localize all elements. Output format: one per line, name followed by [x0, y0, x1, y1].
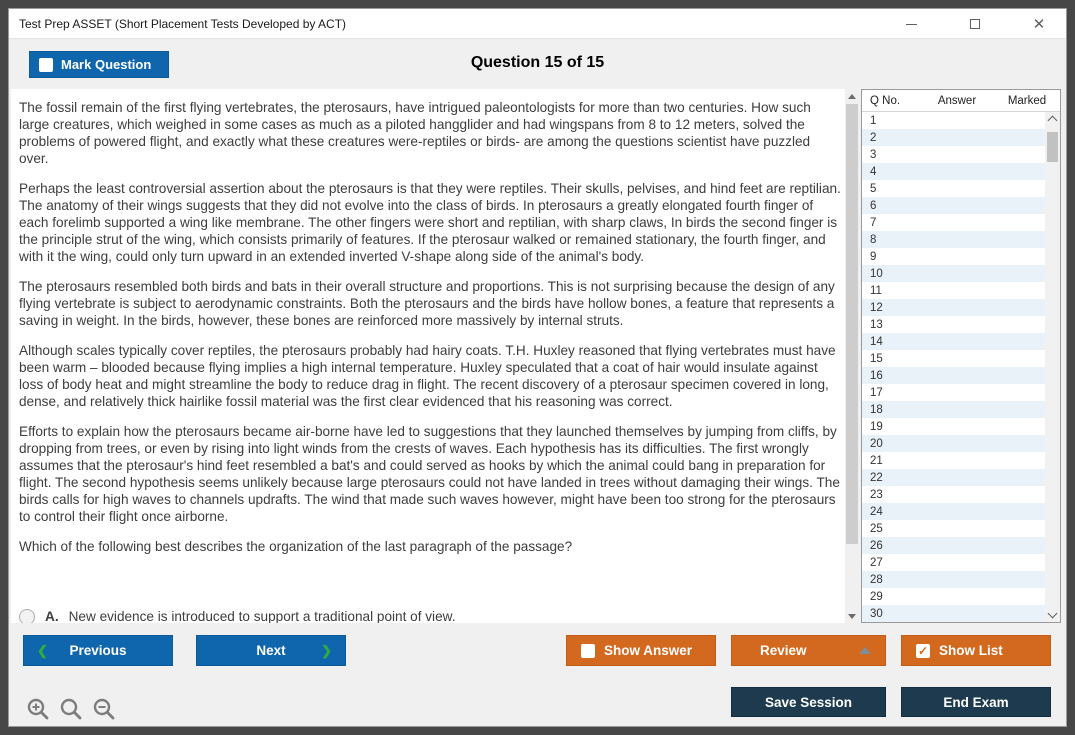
question-list-cell: 23: [870, 488, 883, 501]
bottom-bar: [9, 623, 1066, 727]
question-list-cell: 8: [870, 233, 877, 246]
end-exam-button[interactable]: [901, 687, 1051, 717]
question-list-cell: 9: [870, 250, 877, 263]
show-answer-button[interactable]: [566, 635, 716, 666]
question-list-cell: 19: [870, 420, 883, 433]
question-list-row[interactable]: [862, 469, 1045, 486]
question-list-row[interactable]: [862, 605, 1045, 622]
question-list-row[interactable]: [862, 367, 1045, 384]
mark-question-label: Mark Question: [61, 57, 152, 72]
passage-paragraph: Although scales typically cover reptiles, the pterosaurs probably had hairy coats. T.H. Huxley reasoned that flying vertebrates must have been warm – blooded because flying implies a high internal temperature. Huxley speculated that a coat of hair would insulate against loss of body heat and might streamline the body to reduce drag in flight. The recent discovery of a pterosaur specimen covered in long, dense, and relatively thick hairlike fossil material was the first clear evidenced that his reasoning was correct.: [19, 343, 836, 409]
column-answer: Answer: [937, 94, 977, 107]
question-list-row[interactable]: [862, 554, 1045, 571]
triangle-up-icon: [848, 94, 856, 99]
show-list-label: Show List: [939, 643, 1003, 658]
question-list-scrollbar[interactable]: [1045, 112, 1060, 622]
chevron-up-icon: [1048, 116, 1058, 126]
question-list-cell: 5: [870, 182, 877, 195]
question-list-body-wrap: [862, 112, 1060, 622]
review-label: Review: [760, 643, 807, 658]
question-list-row[interactable]: [862, 350, 1045, 367]
next-button[interactable]: [196, 635, 346, 666]
question-list-row[interactable]: [862, 401, 1045, 418]
window-title: Test Prep ASSET (Short Placement Tests Developed by ACT): [19, 16, 347, 31]
question-list-cell: 2: [870, 131, 877, 144]
question-list-row[interactable]: [862, 248, 1045, 265]
scroll-up-arrow[interactable]: [845, 89, 859, 103]
close-button[interactable]: [1022, 12, 1056, 36]
question-list-row[interactable]: [862, 333, 1045, 350]
question-list-row[interactable]: [862, 571, 1045, 588]
zoom-reset-icon[interactable]: [59, 697, 83, 721]
question-list-row[interactable]: [862, 180, 1045, 197]
option-a-radio[interactable]: [19, 609, 35, 624]
question-list-row[interactable]: [862, 282, 1045, 299]
window-controls: [894, 9, 1056, 39]
option-a-text: New evidence is introduced to support a traditional point of view.: [68, 609, 456, 623]
app-window: [8, 8, 1067, 727]
previous-button[interactable]: [23, 635, 173, 666]
chevron-right-icon: ❯: [321, 642, 332, 658]
previous-label: Previous: [69, 643, 127, 658]
question-list-row[interactable]: [862, 435, 1045, 452]
save-session-label: Save Session: [764, 694, 853, 710]
question-list-row[interactable]: [862, 265, 1045, 282]
maximize-button[interactable]: [958, 12, 992, 36]
question-list-cell: 17: [870, 386, 883, 399]
question-list-cell: 12: [870, 301, 883, 314]
question-list-cell: 29: [870, 590, 883, 603]
question-list-row[interactable]: [862, 316, 1045, 333]
question-list-body: [862, 112, 1045, 622]
question-list-cell: 21: [870, 454, 883, 467]
question-list-row[interactable]: [862, 112, 1045, 129]
question-list-row[interactable]: [862, 537, 1045, 554]
close-icon: ✕: [1032, 15, 1046, 33]
next-label: Next: [256, 643, 286, 658]
question-list-cell: 7: [870, 216, 877, 229]
question-list-row[interactable]: [862, 299, 1045, 316]
chevron-left-icon: ❮: [37, 642, 48, 658]
content-area: [9, 89, 1066, 623]
question-list-row[interactable]: [862, 163, 1045, 180]
question-list-panel: [861, 89, 1061, 623]
question-list-cell: 28: [870, 573, 883, 586]
show-answer-checkbox[interactable]: [581, 644, 595, 658]
question-list-row[interactable]: [862, 214, 1045, 231]
zoom-controls: [26, 697, 116, 721]
answer-option-a: [19, 608, 455, 623]
column-marked: Marked: [1007, 94, 1047, 107]
end-exam-label: End Exam: [943, 694, 1009, 710]
question-list-row[interactable]: [862, 418, 1045, 435]
column-q-no: Q No.: [870, 94, 901, 107]
question-list-cell: 15: [870, 352, 883, 365]
question-list-cell: 10: [870, 267, 883, 280]
show-answer-label: Show Answer: [604, 643, 693, 658]
passage-paragraph: The pterosaurs resembled both birds and bats in their overall structure and proportions. This is not surprising because the design of any flying vertebrate is subject to aerodynamic constraints. Both the pterosaurs and the birds have hollow bones, a feature that represents a saving in weight. In the birds, however, these bones are reinforced more massively by internal struts.: [19, 279, 835, 328]
question-text: Which of the following best describes the organization of the last paragraph of the passage?: [19, 539, 573, 554]
question-list-cell: 4: [870, 165, 877, 178]
maximize-icon: [970, 19, 980, 29]
question-list-cell: 30: [870, 607, 883, 620]
question-list-cell: 6: [870, 199, 877, 212]
question-list-cell: 1: [870, 114, 877, 127]
question-list-header: [862, 90, 1060, 112]
question-list-cell: 14: [870, 335, 883, 348]
chevron-down-icon: [1048, 609, 1058, 619]
minimize-icon: [906, 24, 917, 25]
passage-paragraph: Efforts to explain how the pterosaurs became air-borne have led to suggestions that they launched themselves by jumping from cliffs, by dropping from trees, or even by rising into light winds from the crests of waves. Each hypothesis has its difficulties. The first wrongly assumes that the pterosaur's hind feet resembled a bat's and could served as hooks by which the animal could bang in preparation for flight. The second hypothesis seems unlikely because large pterosaurs could not have landed in trees without damaging their wings. The birds calls for high waves to channels updrafts. The wind that made such waves however, might have been too strong for the pterosaurs to control their flight once airborne.: [19, 424, 840, 524]
question-list-row[interactable]: [862, 452, 1045, 469]
option-a-letter: A.: [45, 609, 59, 623]
question-list-cell: 3: [870, 148, 877, 161]
titlebar: [9, 9, 1066, 39]
passage-area: [11, 89, 845, 623]
scroll-down-arrow[interactable]: [845, 609, 859, 623]
question-list-row[interactable]: [862, 588, 1045, 605]
question-list-row[interactable]: [862, 384, 1045, 401]
zoom-in-icon[interactable]: [26, 697, 50, 721]
question-list-cell: 26: [870, 539, 883, 552]
question-list-row[interactable]: [862, 129, 1045, 146]
save-session-button[interactable]: [731, 687, 886, 717]
question-list-cell: 20: [870, 437, 883, 450]
minimize-button[interactable]: [894, 12, 928, 36]
triangle-down-icon: [848, 614, 856, 619]
list-scroll-up-arrow[interactable]: [1045, 114, 1060, 124]
question-list-scrollbar-thumb[interactable]: [1047, 132, 1058, 162]
question-list-row[interactable]: [862, 197, 1045, 214]
question-list-cell: 25: [870, 522, 883, 535]
passage-scrollbar-thumb[interactable]: [846, 104, 858, 544]
question-list-row[interactable]: [862, 231, 1045, 248]
question-list-cell: 18: [870, 403, 883, 416]
toolbar: [9, 39, 1066, 89]
question-list-cell: 22: [870, 471, 883, 484]
passage-scrollbar[interactable]: [845, 89, 859, 623]
question-counter: Question 15 of 15: [470, 54, 605, 71]
review-dropdown-button[interactable]: [731, 635, 886, 666]
show-list-button[interactable]: [901, 635, 1051, 666]
question-list-cell: 27: [870, 556, 883, 569]
question-list-cell: 24: [870, 505, 883, 518]
question-list-cell: 16: [870, 369, 883, 382]
question-list-row[interactable]: [862, 503, 1045, 520]
question-list-row[interactable]: [862, 520, 1045, 537]
question-list-row[interactable]: [862, 146, 1045, 163]
passage-paragraph: Perhaps the least controversial assertion about the pterosaurs is that they were reptiles. Their skulls, pelvises, and hind feet are reptilian. The anatomy of their wings suggests that they did not evolve into the class of birds. In pterosaurs a greatly elongated fourth finger of each forelimb supported a wing like membrane. The other fingers were short and reptilian, with sharp claws, In birds the second finger is the principle strut of the wing, which consists primarily of features. If the pterosaur walked or remained stationary, the fourth finger, and with it the wing, could only turn upward in an extended inverted V-shape along side of the animal's body.: [19, 181, 841, 264]
question-list-cell: 13: [870, 318, 883, 331]
question-list-row[interactable]: [862, 486, 1045, 503]
question-list-cell: 11: [870, 284, 882, 297]
dropdown-arrow-icon: [859, 647, 871, 654]
passage-paragraph: The fossil remain of the first flying vertebrates, the pterosaurs, have intrigued paleontologists for more than two centuries. How such large creatures, which weighed in some cases as much as a piloted hangglider and had wingspans from 8 to 12 meters, solved the problems of powered flight, and exactly what these creatures were-reptiles or birds- are among the questions scientist have puzzled over.: [19, 100, 811, 166]
list-scroll-down-arrow[interactable]: [1045, 610, 1060, 620]
show-list-checkbox[interactable]: [916, 644, 930, 658]
zoom-out-icon[interactable]: [92, 697, 116, 721]
